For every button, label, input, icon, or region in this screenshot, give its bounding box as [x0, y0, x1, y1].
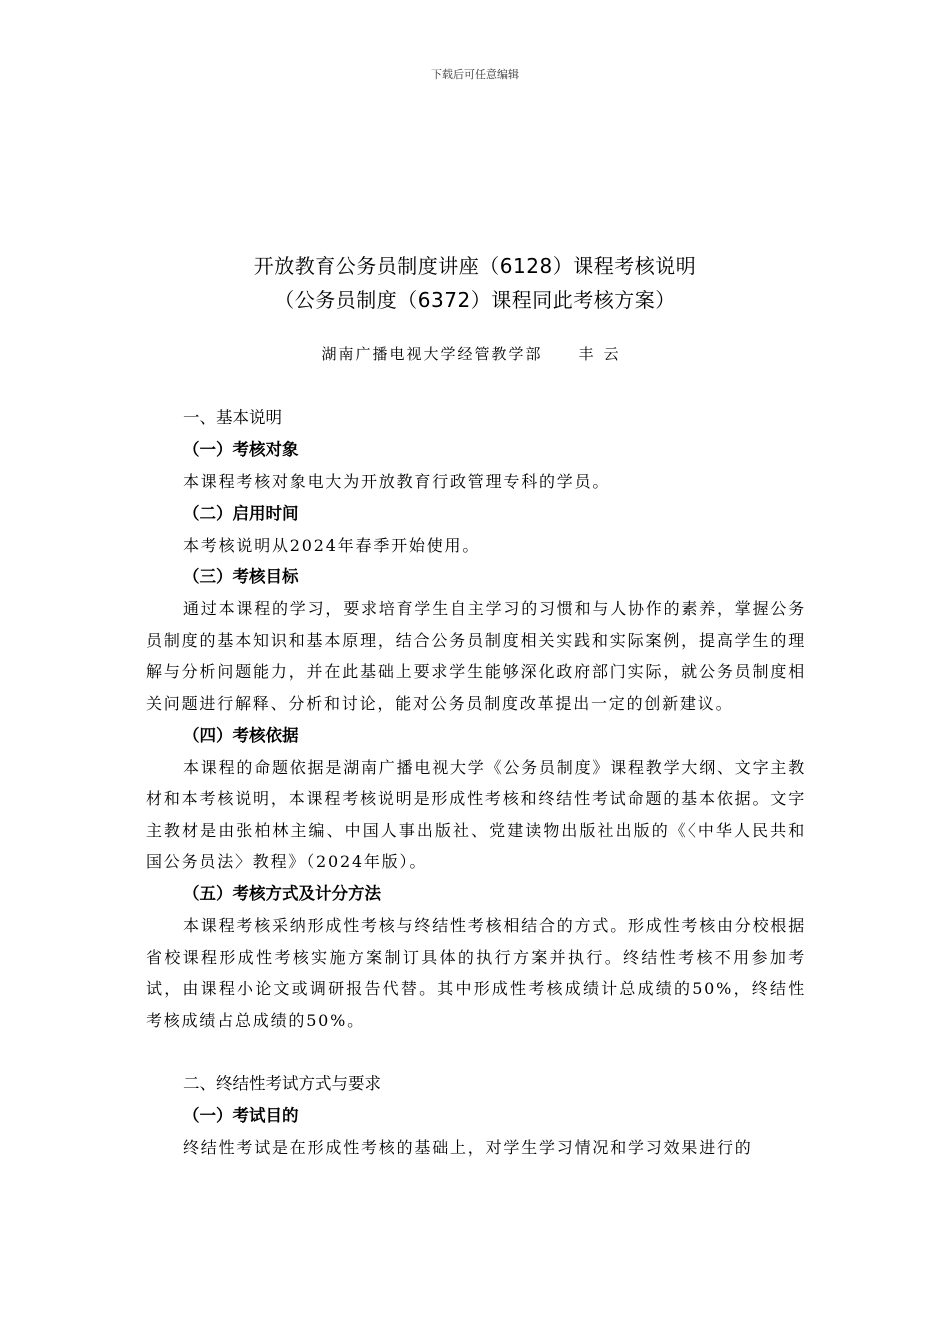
section-spacer — [146, 1036, 806, 1068]
header-note: 下载后可任意编辑 — [431, 68, 519, 81]
subsection-heading: （三）考核目标 — [183, 567, 299, 587]
paragraph: 终结性考试是在形成性考核的基础上，对学生学习情况和学习效果进行的 — [183, 1138, 753, 1158]
document-body — [146, 402, 806, 1164]
subsection-heading: （五）考核方式及计分方法 — [183, 883, 381, 903]
subsection-heading: （一）考核对象 — [183, 440, 299, 459]
paragraph: 通过本课程的学习，要求培育学生自主学习的习惯和与人协作的素养，掌握公务员制度的基本知识和基本原理，结合公务员制度相关实践和实际案例，提高学生的理解与分析问题能力，并在此基础上要求学生能够深化政府部门实际，就公务员制度相关问题进行解释、分析和讨论，能对公务员制度改革提出一定的创新建议。 — [146, 599, 807, 713]
document-title: 开放教育公务员制度讲座（6128）课程考核说明 — [253, 254, 697, 278]
document-subtitle: （公务员制度（6372）课程同此考核方案） — [274, 288, 676, 312]
byline-org: 湖南广播电视大学经管教学部 — [321, 345, 543, 363]
section-heading: 一、基本说明 — [183, 408, 282, 427]
subsection-heading: （四）考核依据 — [183, 725, 299, 745]
paragraph: 本考核说明从2024年春季开始使用。 — [183, 535, 481, 555]
byline-author: 丰云 — [578, 345, 629, 363]
paragraph: 本课程考核采纳形成性考核与终结性考核相结合的方式。形成性考核由分校根据省校课程形成性考核实施方案制订具体的执行方案并执行。终结性考核不用参加考试，由课程小论文或调研报告代替。其中形成性考核成绩计总成绩的50%，终结性考核成绩占总成绩的50%。 — [146, 915, 807, 1030]
paragraph: 本课程的命题依据是湖南广播电视大学《公务员制度》课程教学大纲、文字主教材和本考核说明，本课程考核说明是形成性考核和终结性考试命题的基本依据。文字主教材是由张柏林主编、中国人事出版社、党建读物出版社出版的《〈中华人民共和国公务员法〉教程》（2024年版）。 — [146, 757, 807, 872]
paragraph: 本课程考核对象电大为开放教育行政管理专科的学员。 — [183, 472, 611, 491]
subsection-heading: （一）考试目的 — [183, 1106, 299, 1126]
subsection-heading: （二）启用时间 — [183, 503, 299, 523]
section-heading: 二、终结性考试方式与要求 — [183, 1074, 381, 1094]
byline — [0, 343, 950, 364]
